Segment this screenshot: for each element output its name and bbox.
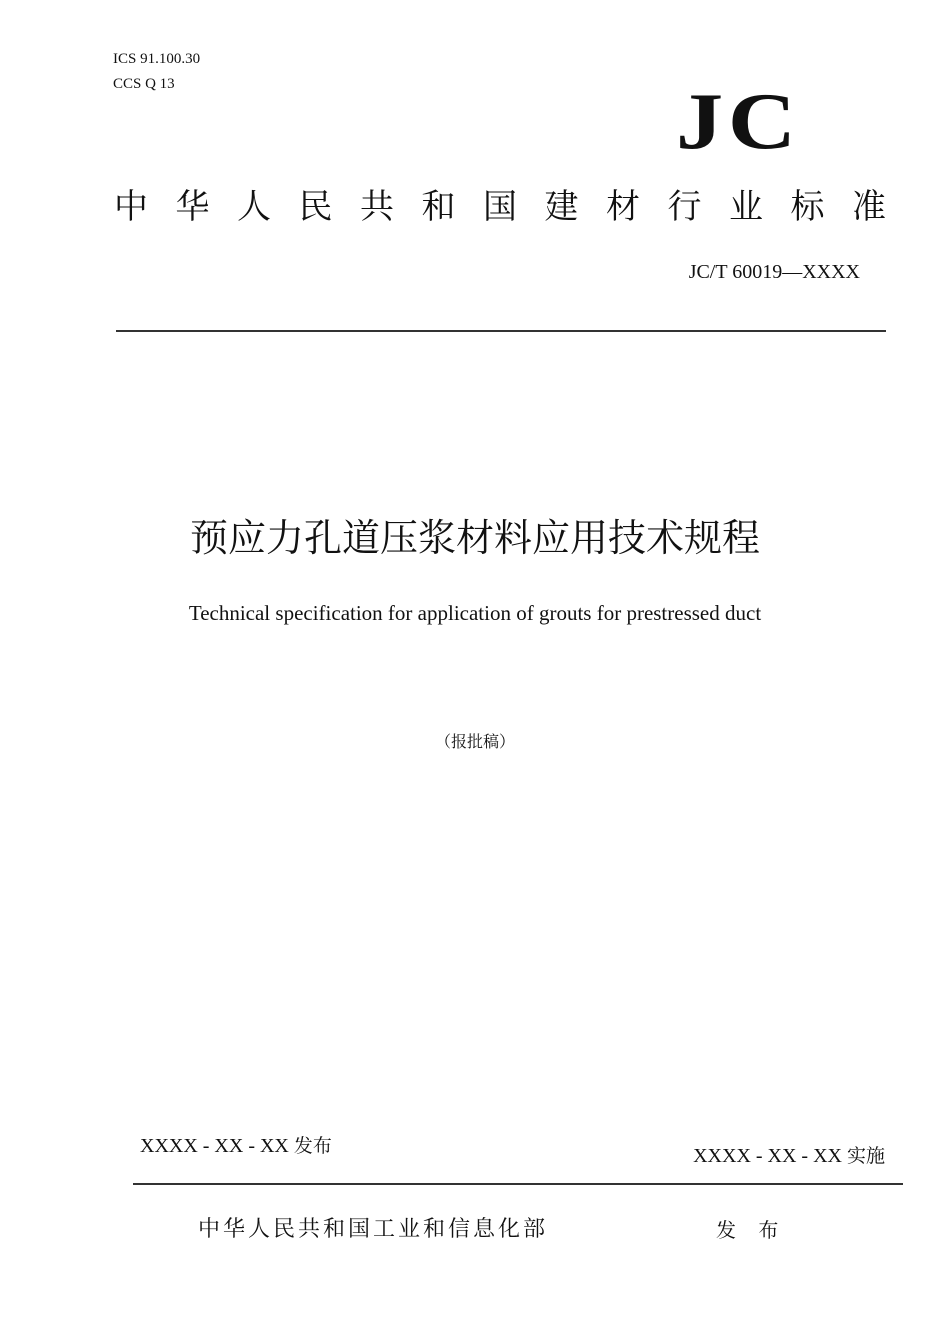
implementation-date xyxy=(693,1143,885,1169)
standard-type-char: 人 xyxy=(237,187,271,227)
document-title-english: Technical specification for application of grouts for prestressed duct xyxy=(188,601,762,625)
issue-label: 发 布 xyxy=(716,1218,787,1242)
standard-type-char: 标 xyxy=(790,187,825,227)
standard-type-char: 建 xyxy=(544,187,579,227)
issuing-authority: 中华人民共和国工业和信息化部 xyxy=(198,1217,549,1242)
ccs-code: CCS Q 13 xyxy=(113,76,175,92)
standard-type-char: 业 xyxy=(729,187,763,227)
issue-date-value: XXXX - XX - XX xyxy=(140,1135,294,1157)
standard-number: JC/T 60019—XXXX xyxy=(688,261,860,283)
standard-type-char: 华 xyxy=(175,187,210,227)
standard-type-char: 和 xyxy=(421,187,456,227)
standard-type-char: 材 xyxy=(606,187,640,227)
bottom-divider xyxy=(133,1183,903,1185)
issue-date xyxy=(140,1133,332,1159)
document-title-chinese: 预应力孔道压浆材料应用技术规程 xyxy=(189,516,760,560)
standard-type-char: 民 xyxy=(298,187,333,227)
implementation-date-suffix: 实施 xyxy=(846,1145,885,1167)
draft-stage-label: （报批稿） xyxy=(434,732,515,751)
top-divider xyxy=(116,330,886,332)
standard-type-char: 准 xyxy=(852,187,886,227)
jc-logo: JC xyxy=(676,78,801,166)
standard-type-char: 中 xyxy=(114,187,148,227)
standard-type-heading xyxy=(114,187,886,227)
issue-date-suffix: 发布 xyxy=(293,1135,332,1157)
standard-type-char: 国 xyxy=(483,187,517,227)
ics-code: ICS 91.100.30 xyxy=(113,51,201,67)
implementation-date-value: XXXX - XX - XX xyxy=(693,1145,847,1167)
standard-type-char: 行 xyxy=(667,187,702,227)
standard-type-char: 共 xyxy=(360,187,394,227)
